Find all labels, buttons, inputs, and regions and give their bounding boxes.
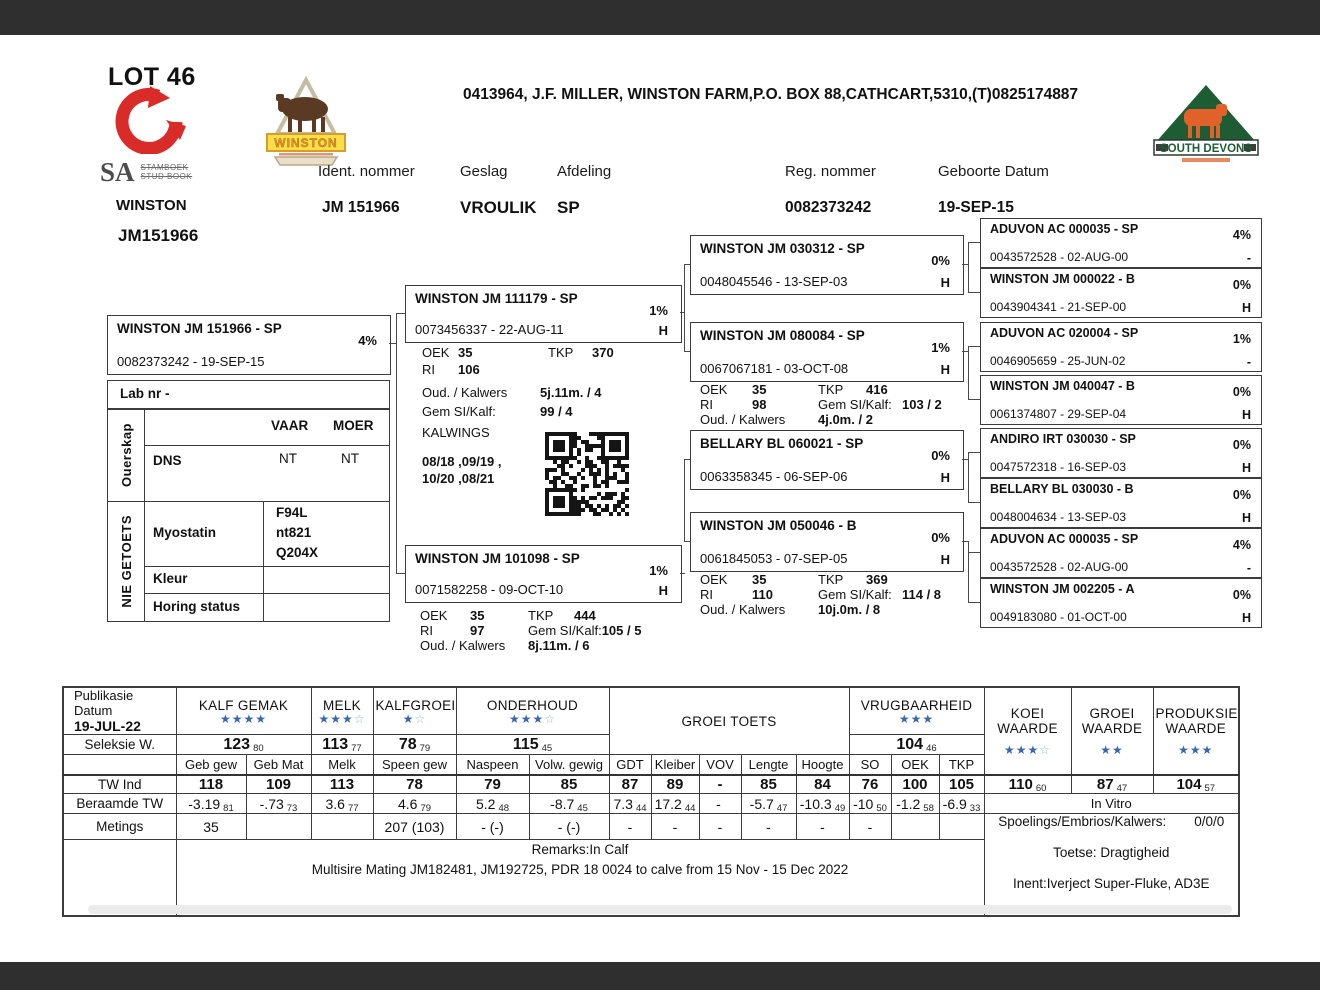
- south-devons-icon: [1152, 82, 1260, 168]
- ber-oek: -1.2 58: [891, 794, 939, 814]
- gp3-name: BELLARY BL 060021 - SP: [700, 436, 864, 451]
- myostatin-label: Myostatin: [153, 525, 217, 540]
- met-geb-mat: [246, 814, 311, 840]
- col-lengte: Lengte: [741, 755, 796, 775]
- col-naspeen: Naspeen: [456, 755, 529, 775]
- produksie-waarde-value: 104 57: [1153, 775, 1239, 794]
- pedigree-box-ggp7: [980, 528, 1262, 578]
- sire-inbreeding-pct: 1%: [649, 303, 668, 318]
- metings-row: [63, 814, 1239, 840]
- gp2-name: WINSTON JM 080084 - SP: [700, 328, 865, 343]
- pedigree-box-sire: [405, 285, 682, 343]
- col-kleiber: Kleiber: [651, 755, 699, 775]
- group-vrugbaarheid: VRUGBAARHEID ★★★: [849, 687, 984, 735]
- tw-kleiber: 89: [651, 775, 699, 794]
- tw-ind-row: [63, 775, 1239, 794]
- bottom-border-bar: [0, 962, 1320, 990]
- gp2-polled-status: H: [940, 362, 950, 377]
- ggp8-name: WINSTON JM 002205 - A: [990, 582, 1135, 596]
- beraamde-tw-row: [63, 794, 1239, 814]
- dam-polled-status: H: [658, 583, 668, 598]
- ggp4-polled-status: H: [1241, 408, 1251, 422]
- koei-waarde-value: 110 60: [984, 775, 1071, 794]
- ggp1-name: ADUVON AC 000035 - SP: [990, 222, 1139, 236]
- col-tkp: TKP: [939, 755, 984, 775]
- gp1-polled-status: H: [940, 275, 950, 290]
- tw-so: 76: [849, 775, 891, 794]
- ggp3-name: ADUVON AC 020004 - SP: [990, 326, 1139, 340]
- met-so: -: [849, 814, 891, 840]
- met-vov: -: [699, 814, 741, 840]
- remarks-line2: Multisire Mating JM182481, JM192725, PDR 18 0024 to calve from 15 Nov - 15 Dec 2022: [311, 862, 849, 877]
- gp4-name: WINSTON JM 050046 - B: [700, 518, 857, 533]
- trait-header-empty: [63, 755, 176, 775]
- met-naspeen: - (-): [456, 814, 529, 840]
- ber-vov: -: [699, 794, 741, 814]
- ebv-table: [62, 686, 1240, 917]
- ggp8-polled-status: H: [1241, 611, 1251, 625]
- gp4-reg-date: 0061845053 - 07-SEP-05: [700, 551, 848, 566]
- dam-reg-date: 0071582258 - 09-OCT-10: [415, 582, 564, 597]
- lot-number: LOT 46: [108, 63, 196, 91]
- ber-naspeen: 5.2 48: [456, 794, 529, 814]
- sa-stamboek-arrow-icon: [100, 86, 192, 154]
- lab-nr-label: Lab nr -: [120, 386, 170, 401]
- pedigree-box-animal: [107, 315, 391, 375]
- gp2-reg-date: 0067067181 - 03-OCT-08: [700, 361, 849, 376]
- gp1-reg-date: 0048045546 - 13-SEP-03: [700, 274, 848, 289]
- tw-ind-label: TW Ind: [63, 775, 176, 794]
- ggp7-polled-status: -: [1246, 561, 1251, 575]
- met-speen-gew: 207 (103): [373, 814, 456, 840]
- pedigree-box-ggp1: [980, 218, 1262, 268]
- met-geb-gew: 35: [176, 814, 246, 840]
- herd-name: WINSTON: [116, 197, 187, 214]
- myostatin-value-3: Q204X: [276, 545, 319, 560]
- group-kalfgroei: KALFGROEI ★☆: [373, 687, 456, 735]
- animal-inbreeding-pct: 4%: [358, 333, 377, 348]
- pedigree-box-ggp6: [980, 478, 1262, 528]
- ber-so: -10 50: [849, 794, 891, 814]
- ggp6-reg-date: 0048004634 - 13-SEP-03: [990, 510, 1127, 524]
- ber-volw-gewig: -8.7 45: [529, 794, 609, 814]
- tw-lengte: 85: [741, 775, 796, 794]
- sire-name: WINSTON JM 111179 - SP: [415, 291, 578, 306]
- sa-logo-line1: STAMBOEK: [140, 163, 189, 172]
- sa-logo-text: SA: [100, 157, 135, 187]
- seleksie-vrugbaarheid: 104 46: [849, 735, 984, 755]
- myostatin-value-2: nt821: [276, 525, 312, 540]
- seleksie-melk: 113 77: [311, 735, 373, 755]
- pedigree-box-ggp4: [980, 375, 1262, 425]
- field-value-geboorte: 19-SEP-15: [938, 199, 1014, 216]
- ggp3-inbreeding-pct: 1%: [1232, 332, 1251, 346]
- ber-tkp: -6.9 33: [939, 794, 984, 814]
- field-label-afdeling: Afdeling: [557, 163, 612, 180]
- met-hoogte: -: [796, 814, 849, 840]
- ggp1-polled-status: -: [1246, 251, 1251, 265]
- page-shadow-divider: [88, 905, 1232, 914]
- group-groei-toets: GROEI TOETS: [609, 687, 849, 755]
- col-volw-gewig: Volw. gewig: [529, 755, 609, 775]
- gp1-inbreeding-pct: 0%: [931, 253, 950, 268]
- vaar-column-header: VAAR: [271, 418, 309, 433]
- col-melk: Melk: [311, 755, 373, 775]
- spoelings-value: 0/0/0: [1194, 814, 1225, 829]
- group-koei-waarde: KOEI WAARDE ★★★☆: [984, 687, 1071, 775]
- tw-geb-gew: 118: [176, 775, 246, 794]
- ggp4-reg-date: 0061374807 - 29-SEP-04: [990, 407, 1127, 421]
- winston-logo-text: WINSTON: [274, 136, 338, 150]
- tw-speen-gew: 78: [373, 775, 456, 794]
- animal-reg-date: 0082373242 - 19-SEP-15: [117, 354, 265, 369]
- col-so: SO: [849, 755, 891, 775]
- tw-gdt: 87: [609, 775, 651, 794]
- seleksie-kalf-gemak: 123 80: [176, 735, 311, 755]
- ggp8-reg-date: 0049183080 - 01-OCT-00: [990, 610, 1127, 624]
- pedigree-box-ggp2: [980, 268, 1262, 318]
- genetics-box: [107, 408, 390, 622]
- field-label-geslag: Geslag: [460, 163, 508, 180]
- field-label-geboorte: Geboorte Datum: [938, 163, 1049, 180]
- field-value-afdeling: SP: [557, 198, 580, 217]
- remarks-line1: Remarks:In Calf: [531, 842, 629, 857]
- col-geb-gew: Geb gew: [176, 755, 246, 775]
- col-oek: OEK: [891, 755, 939, 775]
- lab-nr-box: [107, 380, 390, 410]
- animal-name: WINSTON JM 151966 - SP: [117, 321, 282, 336]
- gp2-inbreeding-pct: 1%: [931, 340, 950, 355]
- met-melk: [311, 814, 373, 840]
- dam-name: WINSTON JM 101098 - SP: [415, 551, 580, 566]
- tw-melk: 113: [311, 775, 373, 794]
- ber-geb-gew: -3.19 81: [176, 794, 246, 814]
- ggp6-name: BELLARY BL 030030 - B: [990, 482, 1134, 496]
- ber-lengte: -5.7 47: [741, 794, 796, 814]
- dam-stats: OEK 35 TKP 444 RI 97 Gem SI/Kalf: 105 / 5 Oud. / Kalwers 8j.11m. / 6: [420, 608, 642, 653]
- ggp2-name: WINSTON JM 000022 - B: [990, 272, 1135, 286]
- ber-melk: 3.6 77: [311, 794, 373, 814]
- metings-label: Metings: [63, 814, 176, 840]
- group-onderhoud: ONDERHOUD ★★★☆: [456, 687, 609, 735]
- seleksie-onderhoud: 115 45: [456, 735, 609, 755]
- field-label-ident: Ident. nommer: [318, 163, 415, 180]
- sire-reg-date: 0073456337 - 22-AUG-11: [415, 322, 564, 337]
- inent-line: Inent:Iverject Super-Fluke, AD3E: [1012, 876, 1210, 891]
- met-gdt: -: [609, 814, 651, 840]
- ggp1-inbreeding-pct: 4%: [1232, 228, 1251, 242]
- gp2-stats: OEK 35 TKP 416 RI 98 Gem SI/Kalf: 103 / 2 Oud. / Kalwers 4j.0m. / 2: [700, 382, 942, 427]
- dam-inbreeding-pct: 1%: [649, 563, 668, 578]
- pedigree-box-ggp8: [980, 578, 1262, 628]
- tw-hoogte: 84: [796, 775, 849, 794]
- south-devons-text: SOUTH DEVONS: [1159, 143, 1253, 155]
- col-speen-gew: Speen gew: [373, 755, 456, 775]
- seleksie-kalfgroei: 78 79: [373, 735, 456, 755]
- col-geb-mat: Geb Mat: [246, 755, 311, 775]
- winston-farm-logo: [255, 72, 357, 173]
- pedigree-box-ggp3: [980, 322, 1262, 372]
- in-vitro-label: In Vitro: [984, 794, 1239, 814]
- gp4-stats: OEK 35 TKP 369 RI 110 Gem SI/Kalf: 114 / 8 Oud. / Kalwers 10j.0m. / 8: [700, 572, 942, 617]
- met-kleiber: -: [651, 814, 699, 840]
- met-oek: [891, 814, 939, 840]
- ggp8-inbreeding-pct: 0%: [1232, 588, 1251, 602]
- ggp4-name: WINSTON JM 040047 - B: [990, 379, 1135, 393]
- ber-speen-gew: 4.6 79: [373, 794, 456, 814]
- ggp3-reg-date: 0046905659 - 25-JUN-02: [990, 354, 1126, 368]
- field-value-reg: 0082373242: [785, 199, 872, 216]
- publikasie-cell: Publikasie Datum 19-JUL-22: [63, 687, 176, 735]
- sire-stats: OEK 35 TKP 370 RI 106 Oud. / Kalwers 5j.11m. / 4 Gem SI/Kalf: 99 / 4 KALWINGS 08/18 ,09/19 , 10/20 ,08/21: [422, 345, 614, 486]
- group-produksie-waarde: PRODUKSIE WAARDE ★★★: [1153, 687, 1239, 775]
- dns-vaar-value: NT: [279, 451, 297, 466]
- ggp6-inbreeding-pct: 0%: [1232, 488, 1251, 502]
- dns-label: DNS: [153, 453, 182, 468]
- ggp2-inbreeding-pct: 0%: [1232, 278, 1251, 292]
- col-gdt: GDT: [609, 755, 651, 775]
- ggp5-reg-date: 0047572318 - 16-SEP-03: [990, 460, 1127, 474]
- gp4-inbreeding-pct: 0%: [931, 530, 950, 545]
- tw-oek: 100: [891, 775, 939, 794]
- tw-tkp: 105: [939, 775, 984, 794]
- ggp5-polled-status: H: [1241, 461, 1251, 475]
- spoelings-label: Spoelings/Embrios/Kalwers:: [998, 814, 1167, 829]
- ggp7-inbreeding-pct: 4%: [1232, 538, 1251, 552]
- pedigree-box-gp3: [690, 430, 964, 490]
- myostatin-value-1: F94L: [276, 505, 308, 520]
- tw-naspeen: 79: [456, 775, 529, 794]
- met-volw-gewig: - (-): [529, 814, 609, 840]
- pedigree-box-dam: [405, 545, 682, 603]
- ggp3-polled-status: -: [1246, 355, 1251, 369]
- horing-status-label: Horing status: [153, 599, 241, 614]
- gp3-inbreeding-pct: 0%: [931, 448, 950, 463]
- tw-geb-mat: 109: [246, 775, 311, 794]
- col-hoogte: Hoogte: [796, 755, 849, 775]
- ber-kleiber: 17.2 44: [651, 794, 699, 814]
- field-value-ident: JM 151966: [322, 199, 400, 216]
- ber-gdt: 7.3 44: [609, 794, 651, 814]
- ggp5-name: ANDIRO IRT 030030 - SP: [990, 432, 1136, 446]
- gp3-polled-status: H: [940, 470, 950, 485]
- group-groei-waarde: GROEI WAARDE ★★: [1071, 687, 1153, 775]
- herd-id: JM151966: [118, 226, 199, 245]
- ber-hoogte: -10.3 49: [796, 794, 849, 814]
- kleur-label: Kleur: [153, 571, 188, 586]
- qr-code: [545, 432, 633, 520]
- south-devons-logo: [1152, 82, 1260, 173]
- pedigree-box-ggp5: [980, 428, 1262, 478]
- moer-column-header: MOER: [333, 418, 374, 433]
- ggp1-reg-date: 0043572528 - 02-AUG-00: [990, 250, 1129, 264]
- ggp7-name: ADUVON AC 000035 - SP: [990, 532, 1139, 546]
- winston-bull-icon: [255, 72, 357, 168]
- repro-info-block: [984, 814, 1239, 916]
- gp1-name: WINSTON JM 030312 - SP: [700, 241, 865, 256]
- ggp2-reg-date: 0043904341 - 21-SEP-00: [990, 300, 1127, 314]
- pedigree-box-gp1: [690, 235, 964, 295]
- toetse-line: Toetse: Dragtigheid: [1053, 845, 1170, 860]
- tw-volw-gewig: 85: [529, 775, 609, 794]
- met-tkp: [939, 814, 984, 840]
- ggp5-inbreeding-pct: 0%: [1232, 438, 1251, 452]
- group-melk: MELK ★★★☆: [311, 687, 373, 735]
- field-value-geslag: VROULIK: [460, 198, 537, 217]
- sire-polled-status: H: [658, 323, 668, 338]
- seleksie-row-label: Seleksie W.: [63, 735, 176, 755]
- pedigree-box-gp4: [690, 512, 964, 572]
- ggp6-polled-status: H: [1241, 511, 1251, 525]
- gp3-reg-date: 0063358345 - 06-SEP-06: [700, 469, 848, 484]
- group-kalf-gemak: KALF GEMAK ★★★★: [176, 687, 311, 735]
- sa-stamboek-logo: [100, 86, 192, 188]
- gp4-polled-status: H: [940, 552, 950, 567]
- dns-moer-value: NT: [341, 451, 359, 466]
- sa-logo-line2: STUD BOOK: [140, 172, 193, 181]
- ber-geb-mat: -.73 73: [246, 794, 311, 814]
- beraamde-label: Beraamde TW: [63, 794, 176, 814]
- col-vov: VOV: [699, 755, 741, 775]
- tw-vov: -: [699, 775, 741, 794]
- field-label-reg: Reg. nommer: [785, 163, 876, 180]
- groei-waarde-value: 87 47: [1071, 775, 1153, 794]
- ggp7-reg-date: 0043572528 - 02-AUG-00: [990, 560, 1129, 574]
- met-lengte: -: [741, 814, 796, 840]
- nie-getoets-vertical-label: NIE GETOETS: [118, 514, 134, 608]
- group-header-row: [63, 687, 1239, 735]
- pedigree-box-gp2: [690, 322, 964, 382]
- ggp2-polled-status: H: [1241, 301, 1251, 315]
- ggp4-inbreeding-pct: 0%: [1232, 385, 1251, 399]
- owner-line: 0413964, J.F. MILLER, WINSTON FARM,P.O. BOX 88,CATHCART,5310,(T)0825174887: [463, 86, 1079, 103]
- ouerskap-vertical-label: Ouerskap: [118, 423, 134, 487]
- top-border-bar: [0, 0, 1320, 35]
